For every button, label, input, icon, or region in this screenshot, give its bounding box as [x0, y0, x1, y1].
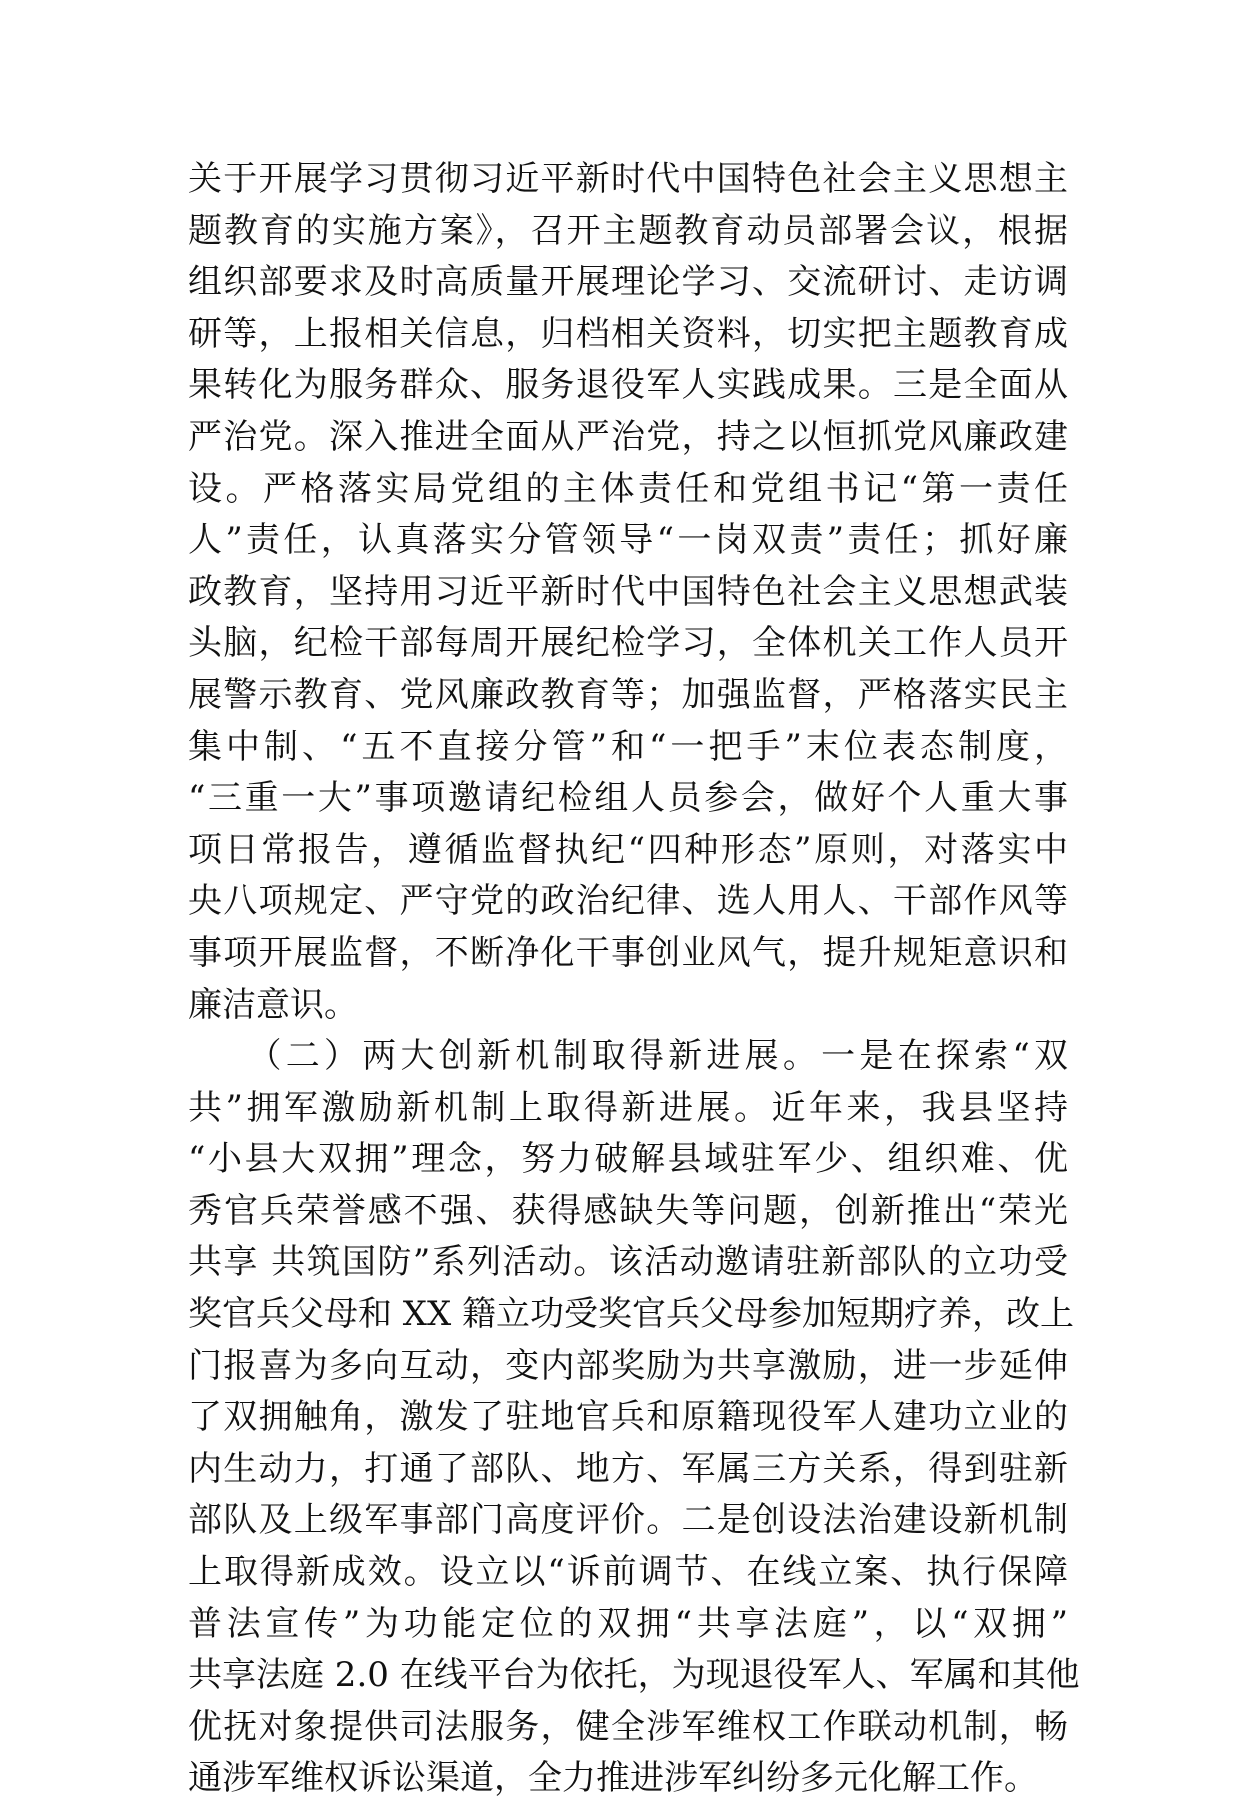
- text-line: 内生动力，打通了部队、地方、军属三方关系，得到驻新: [188, 1448, 1068, 1489]
- text-line: 人”责任，认真落实分管领导“一岗双责”责任；抓好廉: [188, 520, 1068, 561]
- text-line: 项日常报告，遵循监督执纪“四种形态”原则，对落实中: [188, 829, 1068, 870]
- text-line: 共享 共筑国防”系列活动。该活动邀请驻新部队的立功受: [188, 1242, 1068, 1283]
- text-line: 上取得新成效。设立以“诉前调节、在线立案、执行保障: [188, 1552, 1068, 1593]
- text-line: 共”拥军激励新机制上取得新进展。近年来，我县坚持: [188, 1087, 1068, 1128]
- text-line: 头脑，纪检干部每周开展纪检学习，全体机关工作人员开: [188, 623, 1068, 664]
- text-line: 共享法庭 2.0 在线平台为依托，为现退役军人、军属和其他: [188, 1655, 1080, 1696]
- text-line: 秀官兵荣誉感不强、获得感缺失等问题，创新推出“荣光: [188, 1190, 1068, 1231]
- text-line: 奖官兵父母和 XX 籍立功受奖官兵父母参加短期疗养，改上: [188, 1294, 1075, 1335]
- text-line: 设。严格落实局党组的主体责任和党组书记“第一责任: [188, 468, 1068, 509]
- text-line: 果转化为服务群众、服务退役军人实践成果。三是全面从: [188, 365, 1068, 406]
- body-text: [188, 154, 1080, 1805]
- text-line: “小县大双拥”理念，努力破解县域驻军少、组织难、优: [188, 1139, 1068, 1180]
- text-line: 政教育，坚持用习近平新时代中国特色社会主义思想武装: [188, 571, 1068, 612]
- text-line: 通涉军维权诉讼渠道，全力推进涉军纠纷多元化解工作。: [188, 1758, 1038, 1799]
- text-line: 严治党。深入推进全面从严治党，持之以恒抓党风廉政建: [188, 416, 1068, 457]
- text-line: 集中制、“五不直接分管”和“一把手”末位表态制度，: [188, 726, 1068, 767]
- text-line: 题教育的实施方案》，召开主题教育动员部署会议，根据: [188, 210, 1068, 251]
- text-line: （二）两大创新机制取得新进展。一是在探索“双: [188, 1036, 1068, 1077]
- text-line: 了双拥触角，激发了驻地官兵和原籍现役军人建功立业的: [188, 1397, 1068, 1438]
- text-line: 优抚对象提供司法服务，健全涉军维权工作联动机制，畅: [188, 1706, 1068, 1747]
- text-line: 普法宣传”为功能定位的双拥“共享法庭”，以“双拥”: [188, 1603, 1068, 1644]
- text-line: 门报喜为多向互动，变内部奖励为共享激励，进一步延伸: [188, 1345, 1068, 1386]
- text-line: 央八项规定、严守党的政治纪律、选人用人、干部作风等: [188, 881, 1068, 922]
- text-line: 展警示教育、党风廉政教育等；加强监督，严格落实民主: [188, 674, 1068, 715]
- text-line: 廉洁意识。: [188, 984, 358, 1025]
- text-line: “三重一大”事项邀请纪检组人员参会，做好个人重大事: [188, 778, 1068, 819]
- text-line: 部队及上级军事部门高度评价。二是创设法治建设新机制: [188, 1500, 1068, 1541]
- text-line: 关于开展学习贯彻习近平新时代中国特色社会主义思想主: [188, 159, 1068, 199]
- text-line: 事项开展监督，不断净化干事创业风气，提升规矩意识和: [188, 932, 1068, 973]
- text-line: 研等，上报相关信息，归档相关资料，切实把主题教育成: [188, 313, 1068, 354]
- text-line: 组织部要求及时高质量开展理论学习、交流研讨、走访调: [188, 262, 1068, 303]
